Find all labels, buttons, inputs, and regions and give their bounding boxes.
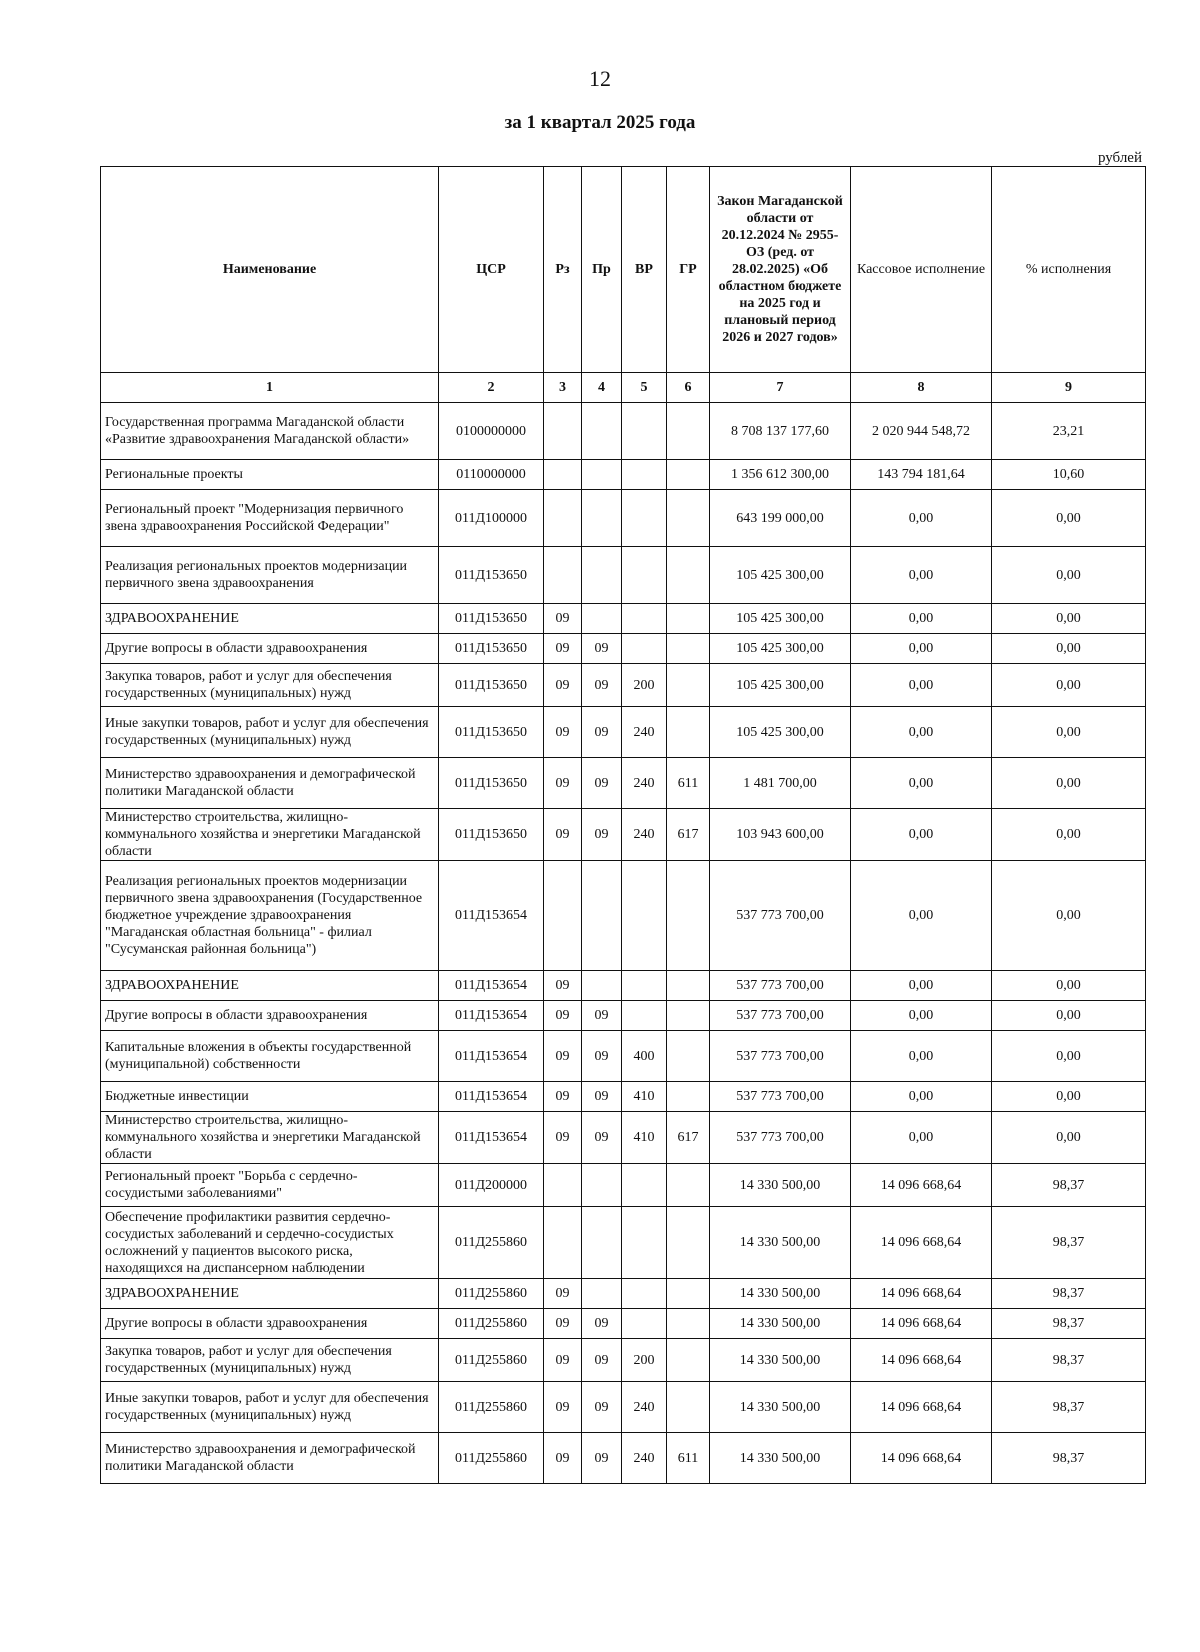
row-rz-cell: 09	[544, 971, 582, 1001]
row-cash-amount-cell: 0,00	[851, 634, 992, 664]
row-law-amount-cell: 643 199 000,00	[710, 490, 851, 547]
row-cash-amount-cell: 14 096 668,64	[851, 1382, 992, 1433]
row-name-cell: Иные закупки товаров, работ и услуг для обеспечения государственных (муниципальных) нужд	[101, 1382, 439, 1433]
column-numbers-row	[101, 373, 1146, 403]
row-gr-cell	[667, 403, 710, 460]
row-percent-cell: 0,00	[992, 604, 1146, 634]
row-percent-cell: 98,37	[992, 1164, 1146, 1207]
row-law-amount-cell: 537 773 700,00	[710, 971, 851, 1001]
table-row	[101, 1082, 1146, 1112]
row-vr-cell	[622, 861, 667, 971]
row-gr-cell	[667, 707, 710, 758]
row-percent-cell: 0,00	[992, 1001, 1146, 1031]
row-percent-cell: 98,37	[992, 1309, 1146, 1339]
row-csr-cell: 011Д153650	[439, 707, 544, 758]
row-rz-cell: 09	[544, 1031, 582, 1082]
row-law-amount-cell: 537 773 700,00	[710, 1001, 851, 1031]
table-row	[101, 1164, 1146, 1207]
row-rz-cell: 09	[544, 664, 582, 707]
row-csr-cell: 011Д153654	[439, 1082, 544, 1112]
row-rz-cell	[544, 403, 582, 460]
row-csr-cell: 011Д153650	[439, 809, 544, 861]
row-rz-cell: 09	[544, 1382, 582, 1433]
row-cash-amount-cell: 0,00	[851, 1001, 992, 1031]
table-row	[101, 758, 1146, 809]
row-vr-cell	[622, 547, 667, 604]
row-gr-cell	[667, 1339, 710, 1382]
row-cash-amount-cell: 0,00	[851, 861, 992, 971]
row-pr-cell	[582, 604, 622, 634]
row-vr-cell	[622, 971, 667, 1001]
row-name-cell: Реализация региональных проектов модернизации первичного звена здравоохранения (Государственное бюджетное учреждение здравоохранения "Магаданская областная больница" - филиал "Сусуманская районная больница")	[101, 861, 439, 971]
row-rz-cell: 09	[544, 1433, 582, 1484]
table-header-row	[101, 167, 1146, 373]
row-vr-cell	[622, 1001, 667, 1031]
row-rz-cell: 09	[544, 1001, 582, 1031]
row-cash-amount-cell: 14 096 668,64	[851, 1279, 992, 1309]
row-pr-cell: 09	[582, 1112, 622, 1164]
row-rz-cell: 09	[544, 634, 582, 664]
row-law-amount-cell: 105 425 300,00	[710, 547, 851, 604]
row-name-cell: Министерство строительства, жилищно-коммунального хозяйства и энергетики Магаданской области	[101, 809, 439, 861]
units-label: рублей	[1097, 150, 1142, 166]
row-csr-cell: 0100000000	[439, 403, 544, 460]
row-cash-amount-cell: 0,00	[851, 707, 992, 758]
row-csr-cell: 0110000000	[439, 460, 544, 490]
row-name-cell: Другие вопросы в области здравоохранения	[101, 634, 439, 664]
column-header-csr: ЦСР	[439, 167, 544, 373]
row-law-amount-cell: 14 330 500,00	[710, 1339, 851, 1382]
column-header-pr: Пр	[582, 167, 622, 373]
row-rz-cell	[544, 460, 582, 490]
row-gr-cell: 617	[667, 809, 710, 861]
column-header-law: Закон Магаданской области от 20.12.2024 № 2955-ОЗ (ред. от 28.02.2025) «Об областном бюджете на 2025 год и плановый период 2026 и 2027 годов»	[710, 167, 851, 373]
row-percent-cell: 0,00	[992, 971, 1146, 1001]
row-csr-cell: 011Д153654	[439, 1031, 544, 1082]
row-pr-cell: 09	[582, 664, 622, 707]
row-name-cell: ЗДРАВООХРАНЕНИЕ	[101, 1279, 439, 1309]
column-number: 6	[667, 373, 710, 403]
row-name-cell: Обеспечение профилактики развития сердечно-сосудистых заболеваний и сердечно-сосудистых осложнений у пациентов высокого риска, находящихся на диспансерном наблюдении	[101, 1207, 439, 1279]
row-gr-cell	[667, 1309, 710, 1339]
column-number: 3	[544, 373, 582, 403]
row-gr-cell	[667, 1082, 710, 1112]
column-header-rz: Рз	[544, 167, 582, 373]
row-vr-cell: 410	[622, 1082, 667, 1112]
row-pr-cell	[582, 460, 622, 490]
row-csr-cell: 011Д153654	[439, 1001, 544, 1031]
table-row	[101, 1382, 1146, 1433]
row-law-amount-cell: 14 330 500,00	[710, 1309, 851, 1339]
row-name-cell: Государственная программа Магаданской области «Развитие здравоохранения Магаданской области»	[101, 403, 439, 460]
row-csr-cell: 011Д100000	[439, 490, 544, 547]
row-law-amount-cell: 14 330 500,00	[710, 1279, 851, 1309]
row-percent-cell: 0,00	[992, 664, 1146, 707]
column-header-gr: ГР	[667, 167, 710, 373]
document-title: за 1 квартал 2025 года	[504, 112, 696, 133]
column-number: 4	[582, 373, 622, 403]
row-pr-cell: 09	[582, 1339, 622, 1382]
row-pr-cell: 09	[582, 1433, 622, 1484]
row-pr-cell: 09	[582, 758, 622, 809]
row-cash-amount-cell: 14 096 668,64	[851, 1207, 992, 1279]
column-number: 7	[710, 373, 851, 403]
row-percent-cell: 0,00	[992, 1031, 1146, 1082]
row-law-amount-cell: 105 425 300,00	[710, 604, 851, 634]
table-row	[101, 861, 1146, 971]
row-percent-cell: 0,00	[992, 1082, 1146, 1112]
row-gr-cell	[667, 971, 710, 1001]
row-pr-cell	[582, 861, 622, 971]
row-cash-amount-cell: 14 096 668,64	[851, 1309, 992, 1339]
row-gr-cell: 617	[667, 1112, 710, 1164]
row-csr-cell: 011Д153650	[439, 634, 544, 664]
row-percent-cell: 0,00	[992, 634, 1146, 664]
row-name-cell: Другие вопросы в области здравоохранения	[101, 1309, 439, 1339]
row-pr-cell	[582, 1279, 622, 1309]
column-number: 1	[101, 373, 439, 403]
row-pr-cell: 09	[582, 634, 622, 664]
row-cash-amount-cell: 14 096 668,64	[851, 1339, 992, 1382]
column-header-name: Наименование	[101, 167, 439, 373]
column-header-cash: Кассовое исполнение	[851, 167, 992, 373]
row-name-cell: Закупка товаров, работ и услуг для обеспечения государственных (муниципальных) нужд	[101, 1339, 439, 1382]
row-cash-amount-cell: 0,00	[851, 971, 992, 1001]
table-row	[101, 1339, 1146, 1382]
row-pr-cell	[582, 971, 622, 1001]
row-vr-cell: 240	[622, 1433, 667, 1484]
table-row	[101, 1433, 1146, 1484]
table-row	[101, 971, 1146, 1001]
row-percent-cell: 0,00	[992, 707, 1146, 758]
row-rz-cell: 09	[544, 809, 582, 861]
table-row	[101, 1309, 1146, 1339]
row-csr-cell: 011Д255860	[439, 1339, 544, 1382]
column-number: 9	[992, 373, 1146, 403]
row-gr-cell	[667, 547, 710, 604]
row-law-amount-cell: 103 943 600,00	[710, 809, 851, 861]
row-name-cell: Региональные проекты	[101, 460, 439, 490]
row-csr-cell: 011Д255860	[439, 1382, 544, 1433]
row-name-cell: Министерство здравоохранения и демографической политики Магаданской области	[101, 1433, 439, 1484]
row-rz-cell	[544, 1207, 582, 1279]
row-name-cell: Другие вопросы в области здравоохранения	[101, 1001, 439, 1031]
row-gr-cell	[667, 861, 710, 971]
row-rz-cell	[544, 547, 582, 604]
row-law-amount-cell: 537 773 700,00	[710, 1112, 851, 1164]
row-percent-cell: 98,37	[992, 1339, 1146, 1382]
row-name-cell: Капитальные вложения в объекты государственной (муниципальной) собственности	[101, 1031, 439, 1082]
row-pr-cell: 09	[582, 1001, 622, 1031]
table-row	[101, 634, 1146, 664]
row-percent-cell: 98,37	[992, 1207, 1146, 1279]
row-gr-cell	[667, 1001, 710, 1031]
row-pr-cell: 09	[582, 1382, 622, 1433]
row-vr-cell	[622, 1279, 667, 1309]
table-body	[101, 403, 1146, 1484]
row-csr-cell: 011Д255860	[439, 1433, 544, 1484]
row-name-cell: Региональный проект "Модернизация первичного звена здравоохранения Российской Федерации"	[101, 490, 439, 547]
row-gr-cell	[667, 490, 710, 547]
table-row	[101, 604, 1146, 634]
page-number: 12	[589, 66, 611, 91]
row-law-amount-cell: 105 425 300,00	[710, 664, 851, 707]
table-row	[101, 1112, 1146, 1164]
row-cash-amount-cell: 0,00	[851, 758, 992, 809]
row-gr-cell	[667, 460, 710, 490]
row-percent-cell: 0,00	[992, 758, 1146, 809]
row-rz-cell	[544, 490, 582, 547]
table-row	[101, 1001, 1146, 1031]
row-pr-cell: 09	[582, 707, 622, 758]
row-percent-cell: 10,60	[992, 460, 1146, 490]
row-rz-cell: 09	[544, 1339, 582, 1382]
row-name-cell: Министерство здравоохранения и демографической политики Магаданской области	[101, 758, 439, 809]
row-vr-cell	[622, 1207, 667, 1279]
row-vr-cell: 200	[622, 1339, 667, 1382]
row-gr-cell	[667, 664, 710, 707]
row-pr-cell	[582, 1164, 622, 1207]
row-gr-cell	[667, 1279, 710, 1309]
table-row	[101, 1279, 1146, 1309]
row-gr-cell	[667, 604, 710, 634]
row-csr-cell: 011Д153650	[439, 547, 544, 604]
row-law-amount-cell: 105 425 300,00	[710, 634, 851, 664]
row-name-cell: Реализация региональных проектов модернизации первичного звена здравоохранения	[101, 547, 439, 604]
row-law-amount-cell: 14 330 500,00	[710, 1382, 851, 1433]
row-rz-cell: 09	[544, 707, 582, 758]
row-law-amount-cell: 14 330 500,00	[710, 1433, 851, 1484]
row-law-amount-cell: 537 773 700,00	[710, 1082, 851, 1112]
row-cash-amount-cell: 0,00	[851, 1031, 992, 1082]
row-gr-cell	[667, 1382, 710, 1433]
table-row	[101, 490, 1146, 547]
row-vr-cell	[622, 1164, 667, 1207]
row-csr-cell: 011Д153654	[439, 971, 544, 1001]
row-vr-cell: 240	[622, 1382, 667, 1433]
column-header-percent: % исполнения	[992, 167, 1146, 373]
row-percent-cell: 0,00	[992, 1112, 1146, 1164]
row-cash-amount-cell: 14 096 668,64	[851, 1164, 992, 1207]
table-row	[101, 664, 1146, 707]
table-row	[101, 707, 1146, 758]
row-vr-cell: 240	[622, 758, 667, 809]
row-gr-cell	[667, 1207, 710, 1279]
row-rz-cell	[544, 1164, 582, 1207]
row-cash-amount-cell: 2 020 944 548,72	[851, 403, 992, 460]
row-csr-cell: 011Д153654	[439, 861, 544, 971]
row-rz-cell	[544, 861, 582, 971]
row-cash-amount-cell: 14 096 668,64	[851, 1433, 992, 1484]
row-percent-cell: 0,00	[992, 547, 1146, 604]
row-law-amount-cell: 537 773 700,00	[710, 861, 851, 971]
row-vr-cell	[622, 403, 667, 460]
row-name-cell: ЗДРАВООХРАНЕНИЕ	[101, 971, 439, 1001]
row-cash-amount-cell: 0,00	[851, 547, 992, 604]
table-row	[101, 547, 1146, 604]
column-number: 8	[851, 373, 992, 403]
row-pr-cell	[582, 403, 622, 460]
row-csr-cell: 011Д153650	[439, 604, 544, 634]
row-vr-cell	[622, 634, 667, 664]
row-csr-cell: 011Д255860	[439, 1309, 544, 1339]
row-percent-cell: 98,37	[992, 1433, 1146, 1484]
row-csr-cell: 011Д255860	[439, 1207, 544, 1279]
row-name-cell: Закупка товаров, работ и услуг для обеспечения государственных (муниципальных) нужд	[101, 664, 439, 707]
row-name-cell: Иные закупки товаров, работ и услуг для обеспечения государственных (муниципальных) нужд	[101, 707, 439, 758]
row-percent-cell: 23,21	[992, 403, 1146, 460]
column-header-vr: ВР	[622, 167, 667, 373]
row-law-amount-cell: 1 356 612 300,00	[710, 460, 851, 490]
row-csr-cell: 011Д153654	[439, 1112, 544, 1164]
row-vr-cell	[622, 1309, 667, 1339]
row-cash-amount-cell: 0,00	[851, 1082, 992, 1112]
row-law-amount-cell: 537 773 700,00	[710, 1031, 851, 1082]
row-law-amount-cell: 105 425 300,00	[710, 707, 851, 758]
row-gr-cell	[667, 1164, 710, 1207]
row-cash-amount-cell: 0,00	[851, 604, 992, 634]
row-vr-cell: 240	[622, 707, 667, 758]
row-vr-cell	[622, 460, 667, 490]
table-row	[101, 403, 1146, 460]
row-percent-cell: 0,00	[992, 861, 1146, 971]
table-row	[101, 460, 1146, 490]
row-rz-cell: 09	[544, 1082, 582, 1112]
row-gr-cell	[667, 1031, 710, 1082]
row-name-cell: Министерство строительства, жилищно-коммунального хозяйства и энергетики Магаданской области	[101, 1112, 439, 1164]
row-percent-cell: 0,00	[992, 809, 1146, 861]
row-pr-cell	[582, 1207, 622, 1279]
row-name-cell: Региональный проект "Борьба с сердечно-сосудистыми заболеваниями"	[101, 1164, 439, 1207]
row-vr-cell: 400	[622, 1031, 667, 1082]
budget-execution-table	[100, 166, 1146, 1484]
row-cash-amount-cell: 0,00	[851, 664, 992, 707]
table-row	[101, 1031, 1146, 1082]
row-vr-cell: 410	[622, 1112, 667, 1164]
row-law-amount-cell: 14 330 500,00	[710, 1207, 851, 1279]
row-csr-cell: 011Д153650	[439, 664, 544, 707]
row-law-amount-cell: 14 330 500,00	[710, 1164, 851, 1207]
row-cash-amount-cell: 0,00	[851, 809, 992, 861]
column-number: 5	[622, 373, 667, 403]
row-gr-cell: 611	[667, 758, 710, 809]
row-rz-cell: 09	[544, 1309, 582, 1339]
row-rz-cell: 09	[544, 1112, 582, 1164]
row-pr-cell	[582, 547, 622, 604]
table-row	[101, 809, 1146, 861]
row-pr-cell: 09	[582, 1082, 622, 1112]
row-vr-cell	[622, 604, 667, 634]
row-percent-cell: 98,37	[992, 1279, 1146, 1309]
row-cash-amount-cell: 0,00	[851, 490, 992, 547]
row-pr-cell: 09	[582, 1309, 622, 1339]
row-pr-cell: 09	[582, 1031, 622, 1082]
row-rz-cell: 09	[544, 1279, 582, 1309]
row-law-amount-cell: 8 708 137 177,60	[710, 403, 851, 460]
row-rz-cell: 09	[544, 604, 582, 634]
row-cash-amount-cell: 143 794 181,64	[851, 460, 992, 490]
row-name-cell: ЗДРАВООХРАНЕНИЕ	[101, 604, 439, 634]
row-gr-cell: 611	[667, 1433, 710, 1484]
row-gr-cell	[667, 634, 710, 664]
row-percent-cell: 98,37	[992, 1382, 1146, 1433]
row-law-amount-cell: 1 481 700,00	[710, 758, 851, 809]
row-csr-cell: 011Д153650	[439, 758, 544, 809]
row-csr-cell: 011Д200000	[439, 1164, 544, 1207]
row-vr-cell: 240	[622, 809, 667, 861]
column-number: 2	[439, 373, 544, 403]
row-vr-cell: 200	[622, 664, 667, 707]
row-pr-cell	[582, 490, 622, 547]
row-name-cell: Бюджетные инвестиции	[101, 1082, 439, 1112]
row-rz-cell: 09	[544, 758, 582, 809]
row-pr-cell: 09	[582, 809, 622, 861]
row-vr-cell	[622, 490, 667, 547]
row-cash-amount-cell: 0,00	[851, 1112, 992, 1164]
table-row	[101, 1207, 1146, 1279]
row-csr-cell: 011Д255860	[439, 1279, 544, 1309]
row-percent-cell: 0,00	[992, 490, 1146, 547]
